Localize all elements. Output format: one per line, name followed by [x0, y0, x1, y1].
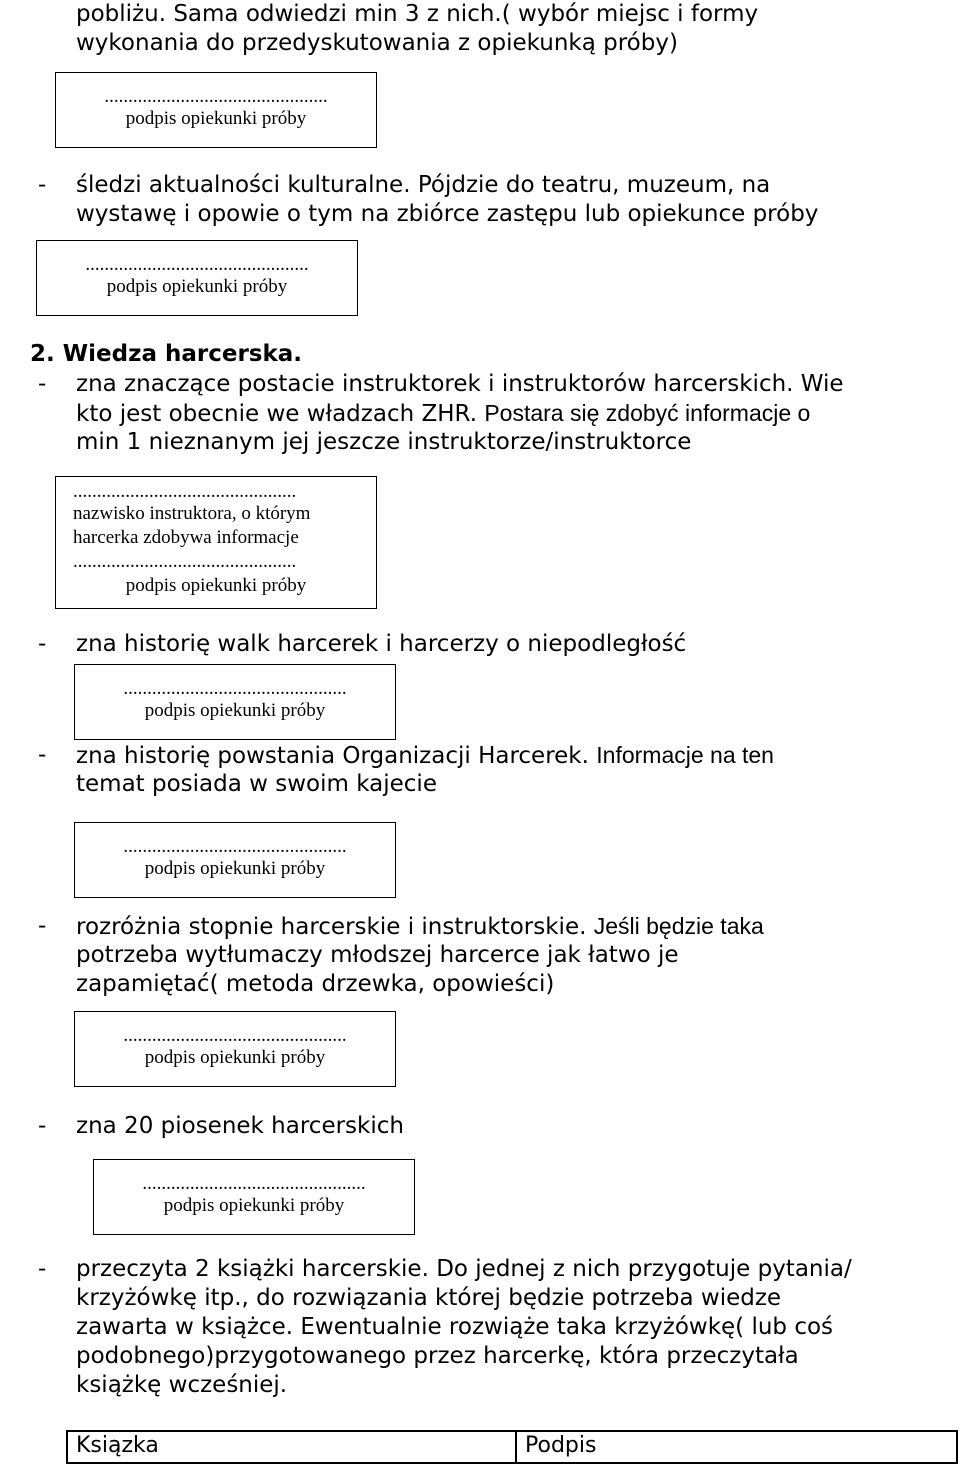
signature-box	[74, 1011, 396, 1087]
instructors-line-3: min 1 nieznanym jej jeszcze instruktorze/instruktorce	[76, 429, 692, 455]
signature-label: podpis opiekunki próby	[125, 575, 307, 596]
books-line-5: książkę wcześniej.	[76, 1372, 288, 1398]
books-line-1: przeczyta 2 książki harcerskie. Do jednej z nich przygotuje pytania/	[76, 1256, 852, 1282]
songs-line-1: zna 20 piosenek harcerskich	[76, 1113, 404, 1139]
signature-box	[74, 664, 396, 740]
culture-line-1: śledzi aktualności kulturalne. Pójdzie do teatru, muzeum, na	[76, 172, 771, 198]
org-line-1	[76, 741, 774, 772]
ranks-line-2: potrzeba wytłumaczy młodszej harcerce jak łatwo je	[76, 942, 679, 968]
signature-box	[55, 72, 377, 148]
bullet-dash: -	[38, 913, 47, 939]
section-heading: 2. Wiedza harcerska.	[30, 341, 303, 367]
ranks-line-1a: rozróżnia stopnie harcerskie i instruktorskie.	[76, 914, 594, 940]
instructor-info-box	[55, 476, 377, 609]
signature-box	[74, 822, 396, 898]
signature-dots: ...............................................	[73, 551, 297, 572]
instructors-line-1: zna znaczące postacie instruktorek i instruktorów harcerskich. Wie	[76, 371, 844, 397]
signature-dots: ...............................................	[104, 86, 328, 107]
books-line-3: zawarta w książce. Ewentualnie rozwiąże taka krzyżówkę( lub coś	[76, 1314, 834, 1340]
signature-dots: ...............................................	[73, 481, 297, 502]
culture-line-2: wystawę i opowie o tym na zbiórce zastępu lub opiekunce próby	[76, 201, 819, 227]
bullet-dash: -	[38, 631, 47, 657]
signature-box	[36, 240, 358, 316]
signature-dots: ...............................................	[142, 1173, 366, 1194]
books-line-2: krzyżówkę itp., do rozwiązania której będzie potrzeba wiedze	[76, 1285, 782, 1311]
ranks-line-1b: Jeśli będzie taka	[593, 913, 764, 939]
signature-box	[93, 1159, 415, 1235]
signature-label: podpis opiekunki próby	[106, 276, 288, 297]
instructor-name-label: nazwisko instruktora, o którym	[73, 503, 311, 524]
org-line-1a: zna historię powstania Organizacji Harcerek.	[76, 743, 597, 769]
instructors-line-2b: Postara się zdobyć informacje o	[484, 400, 811, 426]
intro-line-2: wykonania do przedyskutowania z opiekunką próby)	[76, 30, 678, 56]
ranks-line-1	[76, 912, 764, 943]
books-column-header: Ksiązka	[67, 1431, 516, 1463]
bullet-dash: -	[38, 371, 47, 397]
signature-column-header: Podpis	[516, 1431, 957, 1463]
signature-dots: ...............................................	[85, 254, 309, 275]
bullet-dash: -	[38, 742, 47, 768]
instructors-line-2a: kto jest obecnie we władzach ZHR.	[76, 401, 485, 427]
ranks-line-3: zapamiętać( metoda drzewka, opowieści)	[76, 971, 555, 997]
books-table	[66, 1430, 958, 1464]
signature-label: podpis opiekunki próby	[144, 858, 326, 879]
bullet-dash: -	[38, 1113, 47, 1139]
table-row	[67, 1431, 957, 1463]
signature-label: podpis opiekunki próby	[144, 1047, 326, 1068]
bullet-dash: -	[38, 172, 47, 198]
signature-label: podpis opiekunki próby	[144, 700, 326, 721]
org-line-2: temat posiada w swoim kajecie	[76, 771, 437, 797]
org-line-1b: Informacje na ten	[596, 742, 774, 768]
instructor-info-label: harcerka zdobywa informacje	[73, 527, 299, 548]
books-line-4: podobnego)przygotowanego przez harcerkę, która przeczytała	[76, 1343, 799, 1369]
signature-dots: ...............................................	[123, 1025, 347, 1046]
signature-dots: ...............................................	[123, 678, 347, 699]
signature-label: podpis opiekunki próby	[125, 108, 307, 129]
signature-dots: ...............................................	[123, 836, 347, 857]
intro-line-1: pobliżu. Sama odwiedzi min 3 z nich.( wybór miejsc i formy	[76, 1, 759, 27]
instructors-line-2	[76, 399, 810, 430]
signature-label: podpis opiekunki próby	[163, 1195, 345, 1216]
bullet-dash: -	[38, 1256, 47, 1282]
history-line-1: zna historię walk harcerek i harcerzy o niepodległość	[76, 631, 687, 657]
